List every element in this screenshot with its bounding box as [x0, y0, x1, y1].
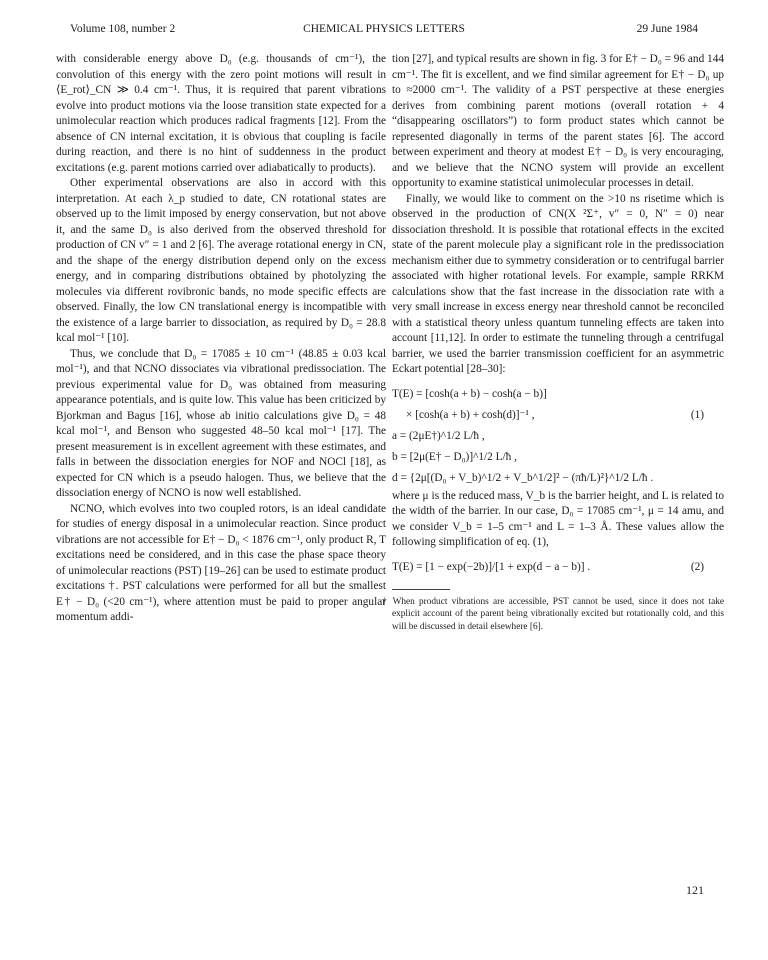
paragraph: NCNO, which evolves into two coupled rotors, is an ideal candidate for studies of energy disposal in a unimolecular reaction. Since product vibrations are not accessible for E† − D₀ < 1876 cm⁻¹, only product R, T excitations need be considered, and in this case the phase space theory of unimolecular reactions (PST) [19–26] can be used to estimate product excitations †. PST calculations were performed for all but the smallest E† − D₀ (<20 cm⁻¹), where attention must be paid to proper angular momentum addi- — [56, 502, 386, 623]
equation-number: (1) — [690, 408, 704, 421]
equation-b-text: b = [2μ(E† − D₀)]^1/2 L/ħ , — [392, 450, 517, 463]
left-column — [56, 52, 386, 626]
equation-d — [392, 468, 724, 489]
header-date: 29 June 1984 — [636, 23, 698, 35]
paragraph: where μ is the reduced mass, V_b is the barrier height, and L is related to the width of the barrier. In our case, D₀ = 17085 cm⁻¹, μ = 14 amu, and we consider V_b = 1–5 cm⁻¹ and L = 1–3 Å. These values allow the following simplification of eq. (1), — [392, 489, 724, 548]
equation-2 — [392, 557, 724, 578]
footnote: † When product vibrations are accessible, PST cannot be used, since it does not take explicit account of the parent being vibrationally excited but rotationally cold, and this will be discussed in detail elsewhere [6]. — [382, 596, 724, 632]
equation-b — [392, 447, 724, 468]
equation-d-text: d = {2μ[(D₀ + V_b)^1/2 + V_b^1/2]² − (πħ/L)²}^1/2 L/ħ . — [392, 471, 654, 484]
footnote-rule — [392, 589, 450, 590]
paragraph: with considerable energy above D₀ (e.g. thousands of cm⁻¹), the convolution of this energy with the zero point motions will result in ⟨E_rot⟩_CN ≫ 0.4 cm⁻¹. Thus, it is required that parent vibrations evolve into product motions via the loose transition state expected for a unimolecular reaction which produces radical fragments [12]. From the absence of CN internal excitation, it is obvious that coupling is facile during reaction, and there is no hint of suddenness in the product excitations (e.g. parent motions carried over adiabatically to products). — [56, 53, 386, 174]
equation-1-line-1: T(E) = [cosh(a + b) − cosh(a − b)] — [392, 387, 547, 400]
equation-1-line-2: × [cosh(a + b) + cosh(d)]⁻¹ , — [406, 408, 535, 421]
page-number: 121 — [686, 883, 704, 897]
paragraph: Thus, we conclude that D₀ = 17085 ± 10 cm⁻¹ (48.85 ± 0.03 kcal mol⁻¹), and that NCNO dissociates via vibrational predissociation. The previous experimental value for D₀ was obtained from measuring appearance potentials, and is quite low. This value has been criticized by Bjorkman and Bagus [16], whose ab initio calculations give D₀ = 48 kcal mol⁻¹, and Benson who suggested 48–50 kcal mol⁻¹ [17]. The present measurement is in excellent agreement with these estimates, and falls in between the dissociation energies for NOF and NOCl [18], as expected for CN which is a pseudo halogen. Thus, we believe that the dissociation energy of NCNO is now well established. — [56, 347, 386, 499]
header-journal: CHEMICAL PHYSICS LETTERS — [303, 23, 465, 35]
equation-2-text: T(E) = [1 − exp(−2b)]/[1 + exp(d − a − b)] . — [392, 560, 591, 573]
equation-1-continuation — [392, 405, 724, 426]
paragraph: tion [27], and typical results are shown in fig. 3 for E† − D₀ = 96 and 144 cm⁻¹. The fit is excellent, and we find similar agreement for E† − D₀ up to ≈2000 cm⁻¹. The validity of a PST perspective at these energies derives from combining parent motions (overall rotation + 4 “disappearing oscillators”) to form product states which cannot be represented diagonally in terms of the parent states [6]. The accord between experiment and theory at modest E† − D₀ is very encouraging, and we believe that the NCNO system will provide an excellent opportunity to examine statistical unimolecular processes in detail. — [392, 53, 724, 189]
equation-a — [392, 426, 724, 447]
equation-a-text: a = (2μE†)^1/2 L/ħ , — [392, 429, 485, 442]
equation-1 — [392, 384, 724, 405]
right-column — [382, 52, 724, 633]
equation-number: (2) — [690, 560, 704, 573]
paragraph: Other experimental observations are also in accord with this interpretation. At each λ_p studied to date, CN rotational states are observed up to the limit imposed by energy conservation, but not above it, and the same D₀ is also derived from the observed threshold for production of CN v″ = 1 and 2 [6]. The average rotational energy in CN, and the shape of the energy distribution depend only on the excess energy, and in comparing distributions obtained by photolyzing the molecules via different rovibronic bands, no mode specific effects are observed. Finally, the low CN translational energy is incompatible with the existence of a large barrier to dissociation, as required by D₀ = 28.8 kcal mol⁻¹ [10]. — [56, 177, 386, 344]
paragraph: Finally, we would like to comment on the >10 ns risetime which is observed in the production of CN(X ²Σ⁺, v″ = 0, N″ = 0) near dissociation threshold. It is possible that rotational effects in the excited state of the parent molecule play a significant role in the predissociation mechanism either due to symmetry consideration or to centrifugal barrier associated with higher rotational levels. For example, sample RRKM calculations show that the fast increase in the dissociation rate with a very small increase in excess energy near threshold cannot be reconciled with a statistical theory unless quantum tunneling effects are taken into account [11,12]. In order to estimate the tunneling through a centrifugal barrier, we used the barrier transmission coefficient for an asymmetric Eckart potential [28–30]: — [392, 192, 724, 375]
header-volume: Volume 108, number 2 — [70, 23, 176, 35]
